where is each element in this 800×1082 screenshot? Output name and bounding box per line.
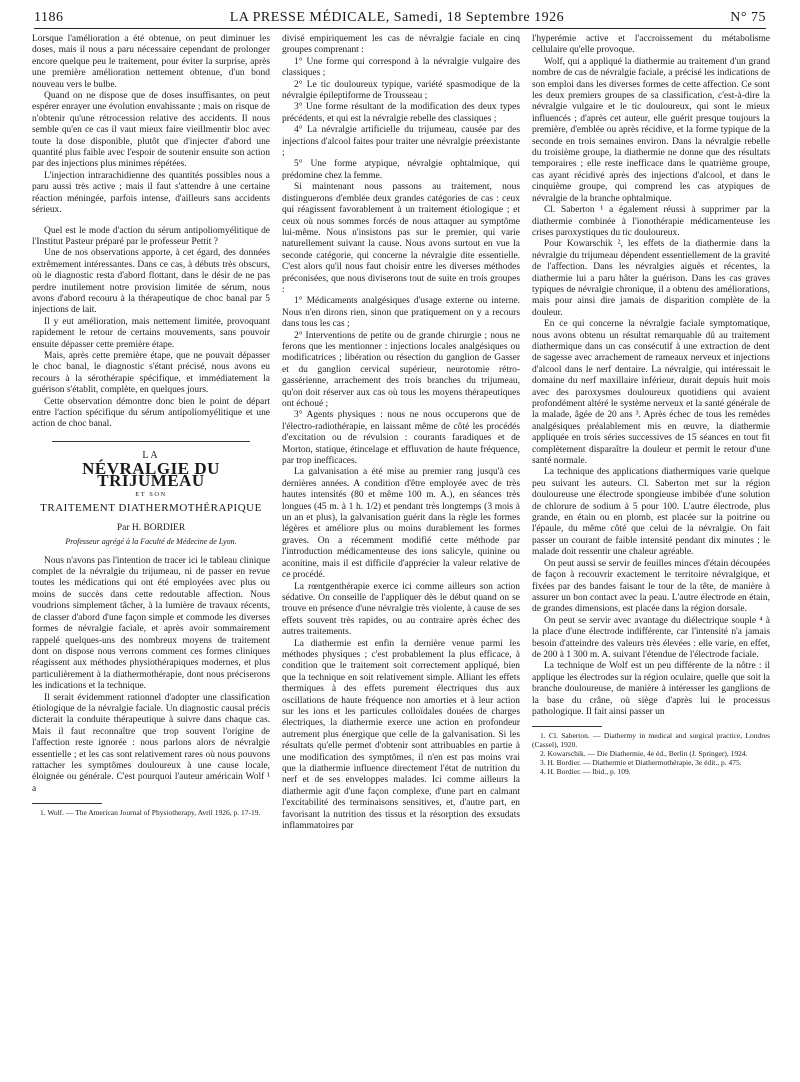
article-kicker: LA [142,449,160,461]
footnotes [532,731,770,776]
paragraph: La technique des applications diathermiques varie quelque peu suivant les auteurs. Cl. Saberton met sur la région douloureuse une électrode spongieuse imbibée d'une solution de chlorure de sodium à 5 pour 100. L'autre électrode, plus grande, en étain ou en plomb, est placée sur la poitrine ou l'épaule, du même côté que celui de la névralgie. On fait passer un courant de faible intensité pendant dix minutes ; le malade doit ressentir une chaleur agréable. [532,467,770,558]
paragraph: 3° Une forme résultant de la modification des deux types précédents, et qui est la névralgie rebelle des classiques ; [282,102,520,124]
article-subtitle: TRAITEMENT DIATHERMOTHÉRAPIQUE [40,502,262,515]
article-affiliation: Professeur agrégé à la Faculté de Médecine de Lyon. [65,537,237,547]
footnote-rule [532,726,602,727]
paragraph: Une de nos observations apporte, à cet égard, des données extrêmement intéressantes. Dans ce cas, à débuts très obscurs, où le diagnostic resta d'abord flottant, dans le désir de ne pas perdre inutilement notre provision limitée de sérum, nous avons d'abord recouru à la thérapeutique de choc banal par 5 injections de lait. [32,248,270,316]
paragraph: Pour Kowarschik ², les effets de la diathermie dans la névralgie du trijumeau dépendent essentiellement de la gravité de l'affection. Dans les névralgies aiguës et récentes, la diathermie lui a paru hâter la guérison. Dans les cas graves typiques de névralgie chronique, il a obtenu des améliorations, mais pour ainsi dire jamais de disparition complète de la douleur. [532,239,770,318]
article-author: Par H. BORDIER [116,522,186,533]
paragraph: En ce qui concerne la névralgie faciale symptomatique, nous avons obtenu un résultat remarquable dû au traitement diathermique dans un cas consécutif à une extraction de dent de sagesse avec arrachement de rameaux nerveux et injections d'alcool dans le nerf dentaire. La névralgie, qui intéressait le domaine du nerf maxillaire inférieur, durait depuis huit mois avec des paroxysmes douloureux quotidiens qui avaient profondément altéré le système nerveux et la santé générale de la malade, âgée de 20 ans ³. Après échec de tous les remèdes analgésiques préalablement mis en œuvre, la diathermie appliquée en trois séries successives de 15 séances en tout fit complètement disparaître la douleur et permit le retour d'une santé normale. [532,319,770,467]
paragraph: La galvanisation a été mise au premier rang jusqu'à ces dernières années. A condition d'être employée avec de très hautes intensités (80 et même 100 m. A.), en séances très longues (45 m. à 1 h. 1/2) et pendant très longtemps (3 mois à un an et plus), la galvanisation guérit dans la règle les formes légères et améliore plus ou moins durablement les formes graves. On a récemment modifié cette méthode par l'introduction médicamenteuse des ions salicyle, quinine ou aconitine, mais il est difficile d'apprécier la valeur relative de ce procédé. [282,467,520,581]
column-1 [32,34,270,817]
paragraph: 3° Agents physiques : nous ne nous occuperons que de l'électro-radiothérapie, en laissant même de côté les procédés d'excitation ou de révulsion : courants faradiques et de Morton, statique, étincelage et effluvation de haute fréquence, par trop inefficaces. [282,410,520,467]
article-connector: ET SON [135,491,167,499]
paragraph: Cl. Saberton ¹ a également réussi à supprimer par la diathermie combinée à l'ionothérapie médicamenteuse les crises paroxystiques du tic douloureux. [532,205,770,238]
paragraph: 5° Une forme atypique, névralgie ophtalmique, qui prédomine chez la femme. [282,159,520,181]
paragraph: 2° Le tic douloureux typique, variété spasmodique de la névralgie épileptiforme de Trousseau ; [282,79,520,102]
paragraph: On peut se servir avec avantage du diélectrique souple ⁴ à la place d'une électrode indifférente, car l'intensité n'a jamais besoin d'atteindre des valeurs très élevées : elle varie, en effet, de 200 à 1 300 m. A. suivant l'étendue de l'électrode faciale. [532,615,770,660]
paragraph: 1° Une forme qui correspond à la névralgie vulgaire des classiques ; [282,56,520,79]
paragraph: Lorsque l'amélioration a été obtenue, on peut diminuer les doses, mais il nous a paru nécessaire cependant de prolonger encore quelque peu le traitement, pour éviter la surprise, après une première amélioration nettement obtenue, d'un bond nouveau vers le bulbe. [32,34,270,90]
paragraph: divisé empiriquement les cas de névralgie faciale en cinq groupes comprenant : [282,34,520,56]
column-2 [282,34,520,832]
paragraph: La diathermie est enfin la dernière venue parmi les méthodes physiques ; c'est probablement la plus efficace, à condition que le traitement soit correctement appliqué, bien que la technique en soit relativement simple. Alliant les effets thermiques à des effets purement électriques dus aux oscillations de haute fréquence non amorties et à leur action sur les ions et les particules colloïdales douées de charges électriques, la diathermie exerce une action en profondeur autrement plus énergique que celle de la galvanisation. Si les résultats qu'elle permet d'obtenir sont attribuables en partie à une modification des symptômes, il n'en est pas moins vrai que la diathermie influence directement l'état de nutrition du nerf et de ses enveloppes malades. Ici comme ailleurs la diathermie agit d'une façon complexe, d'une part en calmant l'excitabilité des terminaisons sensitives, et, d'autre part, en favorisant la nutrition des tissus et la résorption des exsudats inflammatoires par [282,638,520,832]
paragraph: l'hyperémie active et l'accroissement du métabolisme cellulaire qu'elle provoque. [532,34,770,56]
footnotes [32,808,270,817]
header-rule [34,28,766,29]
footnote: 4. H. Bordier. — Ibid., p. 109. [540,767,631,777]
footnote: 3. H. Bordier. — Diathermie et Diathermothérapie, 3e édit., p. 475. [540,758,742,768]
paragraph: Quand on ne dispose que de doses insuffisantes, on peut espérer enrayer une évolution envahissante ; mais on risque de n'obtenir qu'une rétrocession relative des accidents. Il nous semble qu'en ce cas il vaut mieux faire vieillmentir bloc avec toute la dose disponible, plutôt que d'injecter d'abord une quantité plus faible avec l'espoir de soutenir ensuite son action par des injections plus minimes répétées. [32,91,270,170]
footnote-rule [32,803,102,804]
footnote: 1. Cl. Saberton. — Diathermy in medical and surgical practice, Londres (Cassel), 1920. [532,731,770,750]
issue-number: N° 75 [730,10,766,25]
paragraph: Wolf, qui a appliqué la diathermie au traitement d'un grand nombre de cas de névralgie faciale, a précisé les indications de son emploi dans les diverses formes de cette affection. Ce sont les deux premiers groupes de sa classification, c'est-à-dire la névralgie vulgaire et le tic douloureux, qui sont le mieux influencés ; d'après cet auteur, elle guérit presque toujours la première, d'emblée ou après récidive, et la forme typique de la seconde en trois semaines environ. Dans la névralgie rebelle du troisième groupe, la diathermie ne donne que des résultats temporaires ; elle reste inefficace dans le quatrième groupe, cas ayant récidivé après des injections d'alcool, et dans le cinquième groupe, qui comprend les cas atypiques de névralgie de la branche ophtalmique. [532,56,770,204]
paragraph: 1° Médicaments analgésiques d'usage externe ou interne. Nous n'en dirons rien, sinon que pratiquement on y a recours dans tous les cas ; [282,296,520,330]
article-title: NÉVRALGIE DU TRIJUMEAU [82,459,220,490]
footnote: 1. Wolf. — The American Journal of Physiotherapy, Avril 1926, p. 17-19. [40,808,261,818]
paragraph: La rœntgenthérapie exerce ici comme ailleurs son action sédative. On conseille de l'appliquer dès le début quand on se trouve en présence d'une névralgie très violente, à cause de ses effets souvent très rapides, ou au contraire après échec des autres traitements. [282,581,520,638]
paragraph: Quel est le mode d'action du sérum antipoliomyélitique de l'Institut Pasteur préparé par le professeur Pettit ? [32,225,270,247]
paragraph: L'injection intrarachidienne des quantités possibles nous a paru aussi très active ; mais il faut s'attendre à une certaine réaction méningée, parfois intense, d'ailleurs sans accidents sérieux. [32,170,270,216]
paragraph: 4° La névralgie artificielle du trijumeau, causée par des injections d'alcool faites pour traiter une névralgie préexistante ; [282,125,520,159]
paragraph: 2° Interventions de petite ou de grande chirurgie ; nous ne ferons que les mentionner : injections locales analgésiques ou modificatrices ; libération ou résection du ganglion de Gasser et du ganglion cervical supérieur, neurotomie rétro-gassérienne, arrachement des trois branches du trijumeau, qu'on doit réserver aux cas où tous les moyens thérapeutiques ont échoué ; [282,330,520,409]
page-header [34,4,766,26]
divider [52,441,250,442]
paragraph: Mais, après cette première étape, que ne pouvait dépasser le choc banal, le diagnostic s'étant précisé, nous avons eu recours à la sérothérapie spécifique, et immédiatement la guérison s'établit, complète, en quelques jours. [32,350,270,396]
paragraph: Cette observation démontre donc bien le point de départ entre l'action spécifique du sérum antipoliomyélitique et une action de choc banal. [32,396,270,430]
paragraph: La technique de Wolf est un peu différente de la nôtre : il applique les électrodes sur la région oculaire, quelle que soit la branche douloureuse, de manière à intéresser les ganglions de la base du crâne, où siège d'après lui le processus pathologique. Il fait ainsi passer un [532,661,770,717]
paragraph: Nous n'avons pas l'intention de tracer ici le tableau clinique complet de la névralgie du trijumeau, ni de passer en revue toutes les médications qui ont été employées avec plus ou moins de succès dans cette redoutable affection. Nous voudrions simplement tâcher, à la lumière de travaux récents, de classer d'abord d'une façon simple et commode les diverses formes de névralgie faciale, et après avoir sommairement rappelé quelques-uns des nombreux moyens de traitement dont on dispose nous verrons comment ces formes cliniques réagissent aux méthodes physiothérapiques modernes, et plus particulièrement à la diathermothérapie, dont nous préciserons les indications et la technique. [32,555,270,692]
paragraph: Si maintenant nous passons au traitement, nous distinguerons d'emblée deux grandes catégories de cas : ceux qui réagissent favorablement à un traitement étiologique ; et ceux où nous sommes forcés de nous attaquer au symptôme lui-même. Nous n'insistons pas sur le premier, qui varie naturellement suivant la cause. Nous avons surtout en vue la seconde catégorie, qui concerne la névralgie dite essentielle. C'est alors qu'il nous faut choisir entre les diverses méthodes préconisées, que nous diviserons tout de suite en trois groupes : [282,182,520,295]
article-heading [32,441,270,548]
page-number: 1186 [34,10,64,25]
paragraph: Il y eut amélioration, mais nettement limitée, provoquant rapidement le retour de certains mouvements, sans pouvoir ensuite dépasser cette première étape. [32,316,270,350]
footnote: 2. Kowarschik. — Die Diathermie, 4e éd., Berlin (J. Springer), 1924. [540,749,748,759]
paragraph: Il serait évidemment rationnel d'adopter une classification étiologique de la névralgie faciale. Un diagnostic causal précis dicterait la conduite thérapeutique à suivre dans chaque cas. Mais il faut reconnaître que trop souvent l'origine de l'affection reste ignorée : nous parlons alors de névralgie essentielle ; et les cas sont relativement rares où nous pouvons rattacher les symptômes douloureux à une cause locale, éloignée ou générale. C'est pourquoi l'auteur américain Wolf ¹ a [32,692,270,794]
paragraph: On peut aussi se servir de feuilles minces d'étain découpées de façon à recouvrir exactement le territoire névralgique, et fixées par des bandes faisant le tour de la tête, de manière à assurer un bon contact avec la peau. L'autre électrode en étain, de grandes dimensions, est placée dans la région dorsale. [532,558,770,615]
journal-title: LA PRESSE MÉDICALE, Samedi, 18 Septembre 1926 [229,10,565,25]
column-3 [532,34,770,776]
